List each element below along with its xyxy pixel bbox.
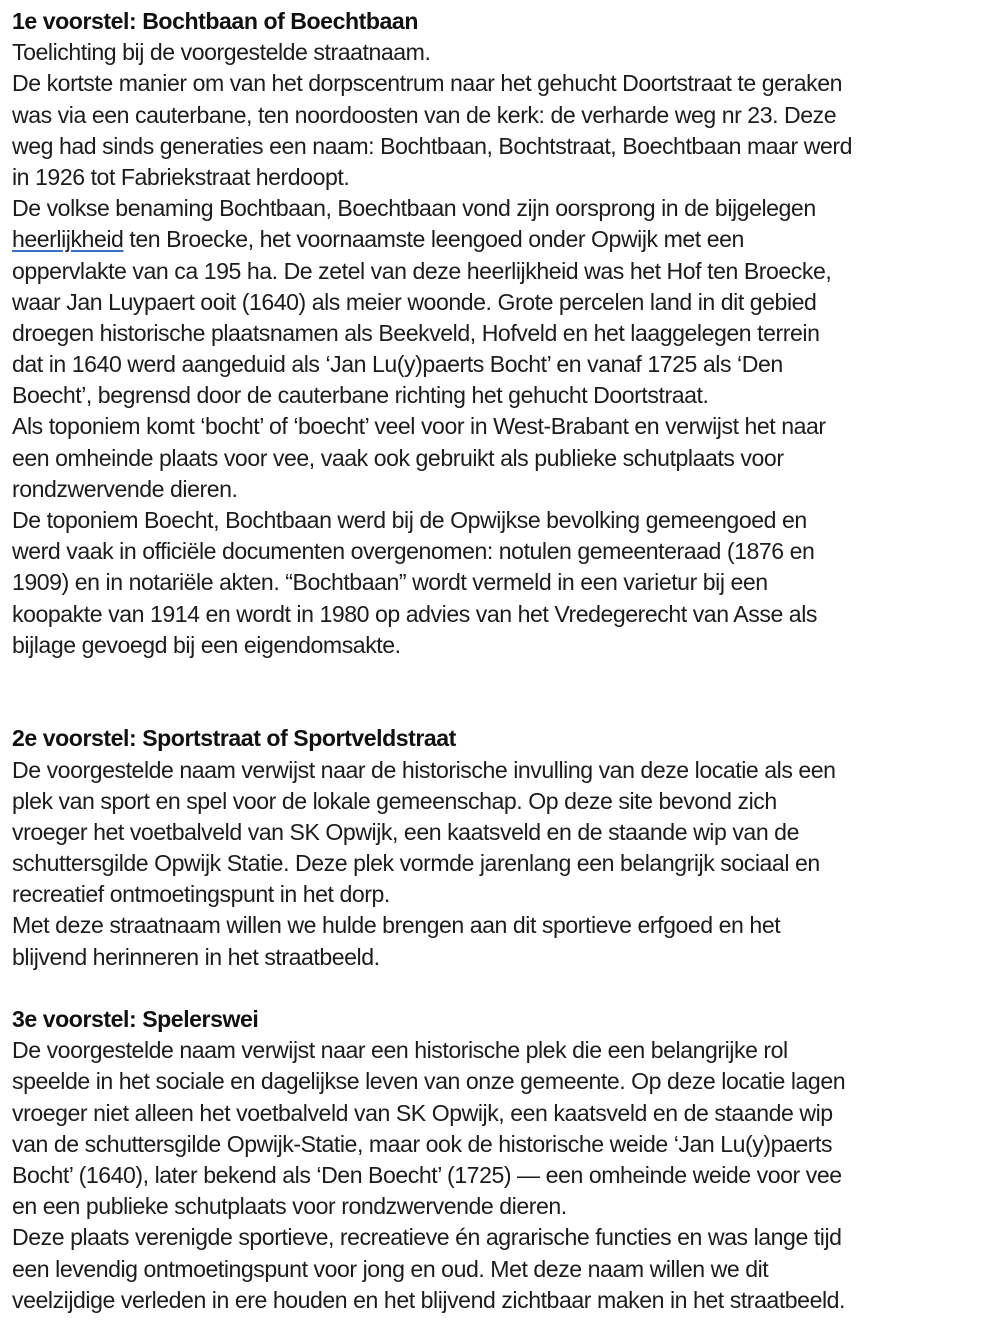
paragraph-line: droegen historische plaatsnamen als Beekveld, Hofveld en het laaggelegen terrein bbox=[12, 319, 820, 346]
paragraph-line: bijlage gevoegd bij een eigendomsakte. bbox=[12, 631, 401, 658]
paragraph-line: koopakte van 1914 en wordt in 1980 op advies van het Vredegerecht van Asse als bbox=[12, 600, 817, 627]
spellcheck-flagged-word[interactable]: heerlijkheid bbox=[12, 226, 124, 253]
paragraph-line: recreatief ontmoetingspunt in het dorp. bbox=[12, 881, 390, 908]
paragraph-line: van de schuttersgilde Opwijk-Statie, maar ook de historische weide ‘Jan Lu(y)paerts bbox=[12, 1130, 833, 1157]
proposal-1-heading: 1e voorstel: Bochtbaan of Boechtbaan bbox=[12, 8, 418, 34]
paragraph-line: dat in 1640 werd aangeduid als ‘Jan Lu(y)paerts Bocht’ en vanaf 1725 als ‘Den bbox=[12, 351, 783, 378]
spacer bbox=[12, 973, 992, 1004]
proposal-3-heading: 3e voorstel: Spelerswei bbox=[12, 1006, 259, 1033]
paragraph-line: vroeger het voetbalveld van SK Opwijk, een kaatsveld en de staande wip van de bbox=[12, 818, 799, 845]
paragraph-line: blijvend herinneren in het straatbeeld. bbox=[12, 943, 380, 970]
paragraph-line: en een publieke schutplaats voor rondzwervende dieren. bbox=[12, 1193, 567, 1220]
paragraph-line: weg had sinds generaties een naam: Bochtbaan, Bochtstraat, Boechtbaan maar werd bbox=[12, 132, 852, 159]
paragraph-line: De voorgestelde naam verwijst naar de historische invulling van deze locatie als een bbox=[12, 756, 836, 783]
paragraph-line: De kortste manier om van het dorpscentrum naar het gehucht Doortstraat te geraken bbox=[12, 70, 843, 97]
paragraph-line: rondzwervende dieren. bbox=[12, 475, 238, 502]
paragraph-line: in 1926 tot Fabriekstraat herdoopt. bbox=[12, 163, 350, 190]
proposal-2-heading: 2e voorstel: Sportstraat of Sportveldstraat bbox=[12, 725, 456, 752]
paragraph-line: Met deze straatnaam willen we hulde brengen aan dit sportieve erfgoed en het bbox=[12, 912, 781, 939]
paragraph-line: werd vaak in officiële documenten overgenomen: notulen gemeenteraad (1876 en bbox=[12, 538, 815, 565]
paragraph-line: een omheinde plaats voor vee, vaak ook gebruikt als publieke schutplaats voor bbox=[12, 444, 784, 471]
paragraph-line: oppervlakte van ca 195 ha. De zetel van deze heerlijkheid was het Hof ten Broecke, bbox=[12, 257, 832, 284]
paragraph-line: Bocht’ (1640), later bekend als ‘Den Boecht’ (1725) — een omheinde weide voor vee bbox=[12, 1161, 842, 1188]
proposal-2 bbox=[12, 723, 992, 973]
document bbox=[12, 6, 992, 1316]
paragraph-line: Boecht’, begrensd door de cauterbane richting het gehucht Doortstraat. bbox=[12, 382, 709, 409]
paragraph-line: schuttersgilde Opwijk Statie. Deze plek vormde jarenlang een belangrijk sociaal en bbox=[12, 850, 820, 877]
paragraph-line: een levendig ontmoetingspunt voor jong en oud. Met deze naam willen we dit bbox=[12, 1255, 769, 1282]
paragraph-line: Deze plaats verenigde sportieve, recreatieve én agrarische functies en was lange tijd bbox=[12, 1224, 842, 1251]
paragraph-line: Als toponiem komt ‘bocht’ of ‘boecht’ veel voor in West-Brabant en verwijst het naar bbox=[12, 413, 826, 440]
paragraph-line: plek van sport en spel voor de lokale gemeenschap. Op deze site bevond zich bbox=[12, 787, 777, 814]
paragraph-line: De volkse benaming Bochtbaan, Boechtbaan vond zijn oorsprong in de bijgelegen bbox=[12, 195, 816, 222]
paragraph-line: Toelichting bij de voorgestelde straatnaam. bbox=[12, 39, 431, 66]
paragraph-line: De voorgestelde naam verwijst naar een historische plek die een belangrijke rol bbox=[12, 1037, 788, 1064]
paragraph-line: veelzijdige verleden in ere houden en het blijvend zichtbaar maken in het straatbeeld. bbox=[12, 1286, 846, 1313]
proposal-1 bbox=[12, 6, 992, 661]
paragraph-line: 1909) en in notariële akten. “Bochtbaan” wordt vermeld in een varietur bij een bbox=[12, 569, 768, 596]
proposal-3 bbox=[12, 1004, 992, 1316]
paragraph-line: vroeger niet alleen het voetbalveld van SK Opwijk, een kaatsveld en de staande wip bbox=[12, 1099, 833, 1126]
paragraph-line: was via een cauterbane, ten noordoosten van de kerk: de verharde weg nr 23. Deze bbox=[12, 101, 837, 128]
paragraph-line: De toponiem Boecht, Bochtbaan werd bij de Opwijkse bevolking gemeengoed en bbox=[12, 507, 807, 533]
paragraph-line bbox=[12, 224, 992, 255]
spacer bbox=[12, 661, 992, 723]
paragraph-line-rest: ten Broecke, het voornaamste leengoed onder Opwijk met een bbox=[129, 226, 744, 253]
paragraph-line: waar Jan Luypaert ooit (1640) als meier woonde. Grote percelen land in dit gebied bbox=[12, 288, 817, 315]
paragraph-line: speelde in het sociale en dagelijkse leven van onze gemeente. Op deze locatie lagen bbox=[12, 1068, 846, 1095]
